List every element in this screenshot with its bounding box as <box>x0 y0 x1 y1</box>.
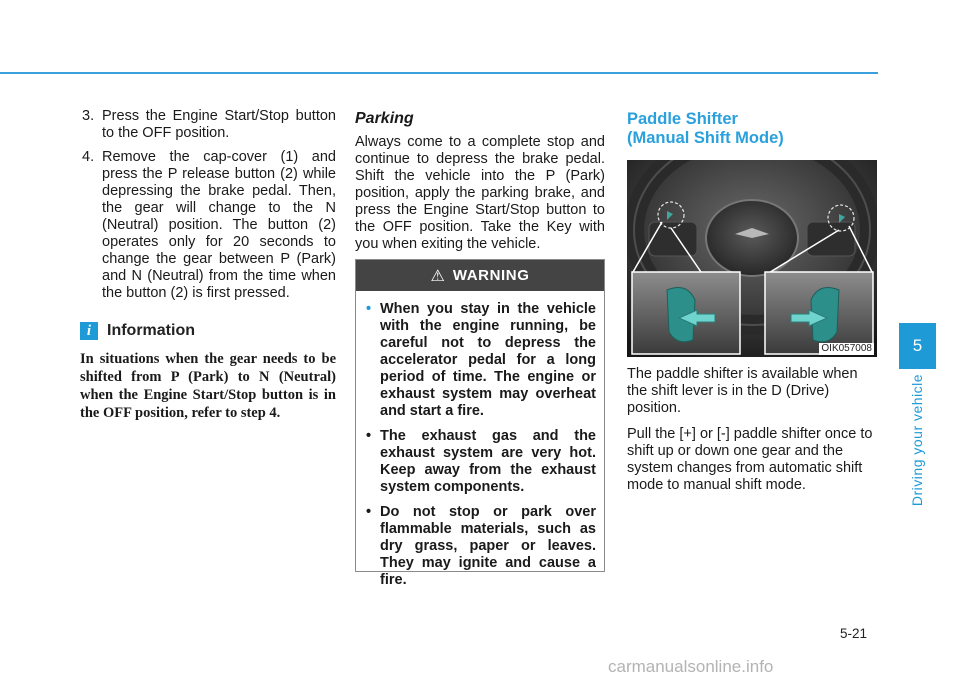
parking-text: Always come to a complete stop and continue to depress the brake pedal. Shift the vehicle into the P (Park) position, apply the parking brake, and press the Engine Start/Stop button to the OFF position. Take the Key with you when exiting the vehicle. <box>355 134 605 252</box>
bullet-icon: • <box>366 428 372 444</box>
warning-item-text: When you stay in the vehicle with the engine running, be careful not to depress the accelerator pedal for a long period of time. The engine or exhaust system may overheat and start a fire. <box>380 301 596 419</box>
warning-item <box>364 504 596 589</box>
information-heading <box>80 322 336 340</box>
step-4 <box>80 149 336 302</box>
step-3 <box>80 108 336 142</box>
page-number: 5-21 <box>840 626 868 641</box>
warning-item-text: Do not stop or park over flammable materials, such as dry grass, paper or leaves. They may ignite and cause a fire. <box>380 504 596 588</box>
chapter-number-tab: 5 <box>899 323 936 369</box>
image-code: OIK057008 <box>821 343 872 354</box>
warning-list <box>356 291 604 589</box>
paddle-paragraph-2: Pull the [+] or [-] paddle shifter once to shift up or down one gear and the system changes from automatic shift mode to manual shift mode. <box>627 426 873 493</box>
step-text: Press the Engine Start/Stop button to the OFF position. <box>102 108 336 141</box>
chapter-title-vertical: Driving your vehicle <box>909 373 925 507</box>
section-title-line1: Paddle Shifter <box>627 110 738 128</box>
steering-wheel-illustration <box>627 160 877 357</box>
bullet-icon: • <box>366 504 372 520</box>
column-instructions <box>80 108 336 422</box>
warning-box <box>355 259 605 588</box>
parking-title: Parking <box>355 110 414 127</box>
step-number: 4. <box>82 149 95 165</box>
warning-item <box>364 428 596 496</box>
paddle-shifter-photo <box>627 160 877 357</box>
section-title-line2: (Manual Shift Mode) <box>627 129 784 147</box>
paddle-paragraph-1: The paddle shifter is available when the shift lever is in the D (Drive) position. <box>627 366 858 416</box>
bullet-icon: • <box>366 301 372 317</box>
warning-item <box>364 301 596 420</box>
information-icon: i <box>80 322 98 340</box>
column-paddle-shifter <box>627 110 877 494</box>
warning-header <box>356 260 604 291</box>
warning-label: WARNING <box>452 267 530 284</box>
warning-triangle-icon: ⚠ <box>430 267 445 285</box>
warning-item-text: The exhaust gas and the exhaust system are very hot. Keep away from the exhaust system components. <box>380 428 596 495</box>
section-title <box>627 110 877 148</box>
step-text: Remove the cap-cover (1) and press the P release button (2) while depressing the brake pedal. Then, the gear will change to the N (Neutral) position. The button (2) operates only for 20 seconds to change the gear between P (Park) and N (Neutral) from the time when the button (2) is first pressed. <box>102 149 336 301</box>
column-parking <box>355 110 605 253</box>
information-text: In situations when the gear needs to be shifted from P (Park) to N (Neutral) when the Engine Start/Stop button is in the OFF position, refer to step 4. <box>80 351 336 421</box>
top-rule <box>0 72 878 74</box>
step-number: 3. <box>82 108 95 124</box>
watermark-text[interactable]: carmanualsonline.info <box>608 657 774 676</box>
information-title: Information <box>107 322 195 339</box>
